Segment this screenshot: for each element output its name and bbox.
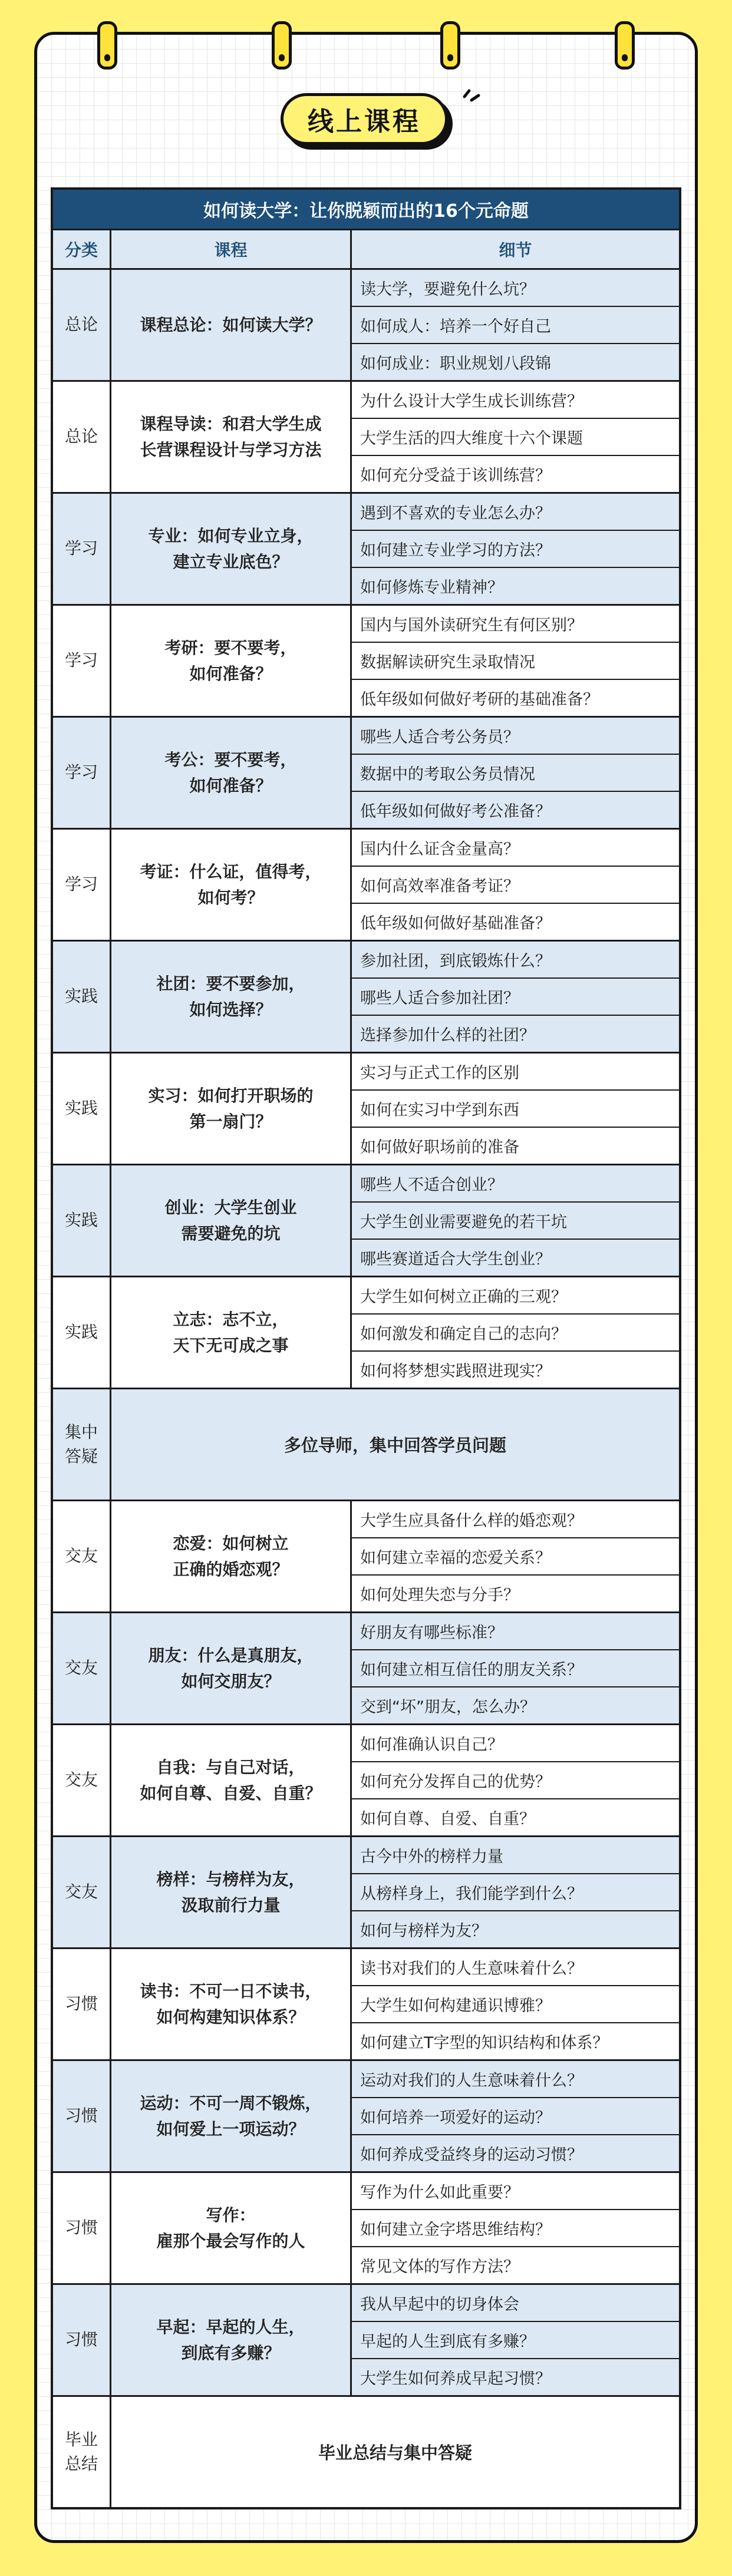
table-body (53, 268, 679, 2507)
row-category: 习惯 (64, 2106, 98, 2126)
row-category: 交友 (64, 1546, 98, 1566)
table-row (53, 1164, 679, 1276)
table-header-row (53, 229, 679, 268)
table-row (53, 1388, 679, 1500)
table-row (53, 1276, 679, 1388)
row-course: 恋爱：如何树立 正确的婚恋观？ (110, 1501, 350, 1611)
detail-item: 如何培养一项爱好的运动？ (352, 2097, 679, 2134)
row-details (350, 1165, 679, 1276)
detail-item: 选择参加什么样的社团？ (352, 1015, 679, 1052)
row-category: 学习 (64, 762, 98, 782)
row-category: 交友 (64, 1882, 98, 1902)
table-row (53, 2059, 679, 2171)
table-row (53, 492, 679, 604)
detail-item: 如何充分受益于该训练营？ (352, 455, 679, 492)
detail-item: 交到“坏”朋友，怎么办？ (352, 1686, 679, 1723)
table-row (53, 1947, 679, 2059)
detail-item: 实习与正式工作的区别 (352, 1053, 679, 1089)
row-course: 课程导读：和君大学生成 长营课程设计与学习方法 (110, 382, 350, 492)
row-course: 社团：要不要参加， 如何选择？ (110, 942, 350, 1052)
detail-item: 低年级如何做好考研的基础准备？ (352, 679, 679, 716)
detail-item: 数据解读研究生录取情况 (352, 642, 679, 679)
detail-item: 低年级如何做好考公准备？ (352, 791, 679, 828)
row-details (350, 270, 679, 380)
detail-item: 写作为什么如此重要？ (352, 2173, 679, 2209)
table-row (53, 604, 679, 716)
row-course: 实习：如何打开职场的 第一扇门？ (110, 1053, 350, 1164)
detail-item: 如何成人：培养一个好自己 (352, 306, 679, 343)
row-merged-content: 多位导师，集中回答学员问题 (110, 1389, 679, 1500)
detail-item: 国内与国外读研究生有何区别？ (352, 606, 679, 642)
row-category: 实践 (64, 986, 98, 1006)
binder-ring-icon (615, 21, 635, 70)
detail-item: 如何高效率准备考证？ (352, 866, 679, 903)
table-row (53, 940, 679, 1052)
page-title-badge (281, 93, 451, 152)
row-category: 习惯 (64, 2218, 98, 2238)
detail-item: 哪些人不适合创业？ (352, 1165, 679, 1201)
row-details (350, 718, 679, 828)
detail-item: 如何建立相互信任的朋友关系？ (352, 1649, 679, 1686)
detail-item: 古今中外的榜样力量 (352, 1837, 679, 1873)
row-course: 自我：与自己对话， 如何自尊、自爱、自重？ (110, 1725, 350, 1835)
row-course: 运动：不可一周不锻炼， 如何爱上一项运动？ (110, 2061, 350, 2171)
detail-item: 我从早起中的切身体会 (352, 2285, 679, 2321)
detail-item: 如何激发和确定自己的志向？ (352, 1313, 679, 1350)
row-course: 考研：要不要考， 如何准备？ (110, 606, 350, 716)
detail-item: 哪些人适合参加社团？ (352, 977, 679, 1015)
row-details (350, 1501, 679, 1611)
row-course: 写作： 雇那个最会写作的人 (110, 2173, 350, 2283)
row-details (350, 1613, 679, 1723)
detail-item: 如何充分发挥自己的优势？ (352, 1761, 679, 1798)
detail-item: 数据中的考取公务员情况 (352, 754, 679, 791)
detail-item: 如何与榜样为友？ (352, 1910, 679, 1947)
detail-item: 如何准确认识自己？ (352, 1725, 679, 1761)
detail-item: 大学生如何构建通识博雅？ (352, 1985, 679, 2022)
detail-item: 如何做好职场前的准备 (352, 1127, 679, 1164)
detail-item: 低年级如何做好基础准备？ (352, 903, 679, 940)
page-title: 线上课程 (281, 93, 448, 145)
detail-item: 如何修炼专业精神？ (352, 567, 679, 604)
header-category: 分类 (64, 240, 98, 260)
detail-item: 大学生应具备什么样的婚恋观？ (352, 1501, 679, 1537)
table-row (53, 2283, 679, 2395)
table-row (53, 1500, 679, 1611)
detail-item: 如何建立T字型的知识结构和体系？ (352, 2022, 679, 2059)
row-category: 习惯 (64, 2330, 98, 2350)
detail-item: 遇到不喜欢的专业怎么办？ (352, 494, 679, 530)
detail-item: 如何养成受益终身的运动习惯？ (352, 2134, 679, 2171)
row-category: 总论 (64, 427, 98, 447)
row-course: 读书：不可一日不读书， 如何构建知识体系？ (110, 1949, 350, 2059)
detail-item: 如何将梦想实践照进现实？ (352, 1350, 679, 1388)
detail-item: 如何建立金字塔思维结构？ (352, 2209, 679, 2246)
row-course: 朋友：什么是真朋友， 如何交朋友？ (110, 1613, 350, 1723)
table-row (53, 2395, 679, 2507)
row-course: 专业：如何专业立身， 建立专业底色？ (110, 494, 350, 604)
sparkle-icon (461, 85, 484, 108)
header-details: 细节 (350, 230, 679, 268)
detail-item: 哪些人适合考公务员？ (352, 718, 679, 754)
row-details (350, 830, 679, 940)
detail-item: 常见文体的写作方法？ (352, 2246, 679, 2283)
binder-ring-icon (97, 21, 117, 70)
row-category: 学习 (64, 874, 98, 894)
table-row (53, 828, 679, 940)
detail-item: 大学生如何树立正确的三观？ (352, 1277, 679, 1313)
detail-item: 为什么设计大学生成长训练营？ (352, 382, 679, 418)
row-details (350, 1949, 679, 2059)
row-details (350, 494, 679, 604)
table-row (53, 1723, 679, 1835)
row-details (350, 382, 679, 492)
row-category: 习惯 (64, 1994, 98, 2014)
row-course: 早起：早起的人生， 到底有多赚？ (110, 2285, 350, 2395)
row-category: 实践 (64, 1322, 98, 1342)
row-category: 毕业总结 (64, 2429, 98, 2473)
row-details (350, 1277, 679, 1388)
row-course: 创业：大学生创业 需要避免的坑 (110, 1165, 350, 1276)
detail-item: 大学生如何养成早起习惯？ (352, 2358, 679, 2395)
row-details (350, 942, 679, 1052)
detail-item: 如何在实习中学到东西 (352, 1089, 679, 1127)
row-course: 考证：什么证，值得考， 如何考？ (110, 830, 350, 940)
row-category: 集中答疑 (64, 1422, 98, 1466)
row-details (350, 2173, 679, 2283)
table-row (53, 380, 679, 492)
row-category: 学习 (64, 650, 98, 671)
detail-item: 读书对我们的人生意味着什么？ (352, 1949, 679, 1985)
header-course: 课程 (110, 230, 350, 268)
detail-item: 大学生活的四大维度十六个课题 (352, 418, 679, 455)
row-category: 实践 (64, 1098, 98, 1118)
table-row (53, 1052, 679, 1164)
row-category: 交友 (64, 1770, 98, 1790)
detail-item: 如何自尊、自爱、自重？ (352, 1798, 679, 1835)
detail-item: 从榜样身上，我们能学到什么？ (352, 1873, 679, 1910)
detail-item: 好朋友有哪些标准？ (352, 1613, 679, 1649)
row-course: 立志：志不立， 天下无可成之事 (110, 1277, 350, 1388)
detail-item: 如何建立幸福的恋爱关系？ (352, 1537, 679, 1574)
detail-item: 如何建立专业学习的方法？ (352, 530, 679, 567)
detail-item: 哪些赛道适合大学生创业？ (352, 1239, 679, 1276)
table-row (53, 1835, 679, 1947)
table-row (53, 2171, 679, 2283)
row-category: 总论 (64, 315, 98, 335)
row-details (350, 2061, 679, 2171)
row-details (350, 1053, 679, 1164)
row-course: 榜样：与榜样为友， 汲取前行力量 (110, 1837, 350, 1947)
table-row (53, 1611, 679, 1723)
row-details (350, 1837, 679, 1947)
binder-ring-icon (272, 21, 292, 70)
table-row (53, 268, 679, 380)
row-category: 学习 (64, 539, 98, 559)
row-course: 考公：要不要考， 如何准备？ (110, 718, 350, 828)
row-category: 交友 (64, 1658, 98, 1678)
table-title: 如何读大学：让你脱颖而出的16个元命题 (53, 190, 679, 229)
table-row (53, 716, 679, 828)
row-course: 课程总论：如何读大学？ (110, 270, 350, 380)
row-merged-content: 毕业总结与集中答疑 (110, 2397, 679, 2507)
detail-item: 大学生创业需要避免的若干坑 (352, 1201, 679, 1239)
detail-item: 如何成业：职业规划八段锦 (352, 343, 679, 380)
detail-item: 读大学，要避免什么坑？ (352, 270, 679, 306)
binder-ring-icon (440, 21, 460, 70)
detail-item: 运动对我们的人生意味着什么？ (352, 2061, 679, 2097)
row-details (350, 606, 679, 716)
row-category: 实践 (64, 1210, 98, 1230)
row-details (350, 2285, 679, 2395)
detail-item: 早起的人生到底有多赚？ (352, 2321, 679, 2358)
detail-item: 如何处理失恋与分手？ (352, 1574, 679, 1611)
course-table (51, 187, 681, 2509)
row-details (350, 1725, 679, 1835)
detail-item: 国内什么证含金量高？ (352, 830, 679, 866)
detail-item: 参加社团，到底锻炼什么？ (352, 942, 679, 977)
